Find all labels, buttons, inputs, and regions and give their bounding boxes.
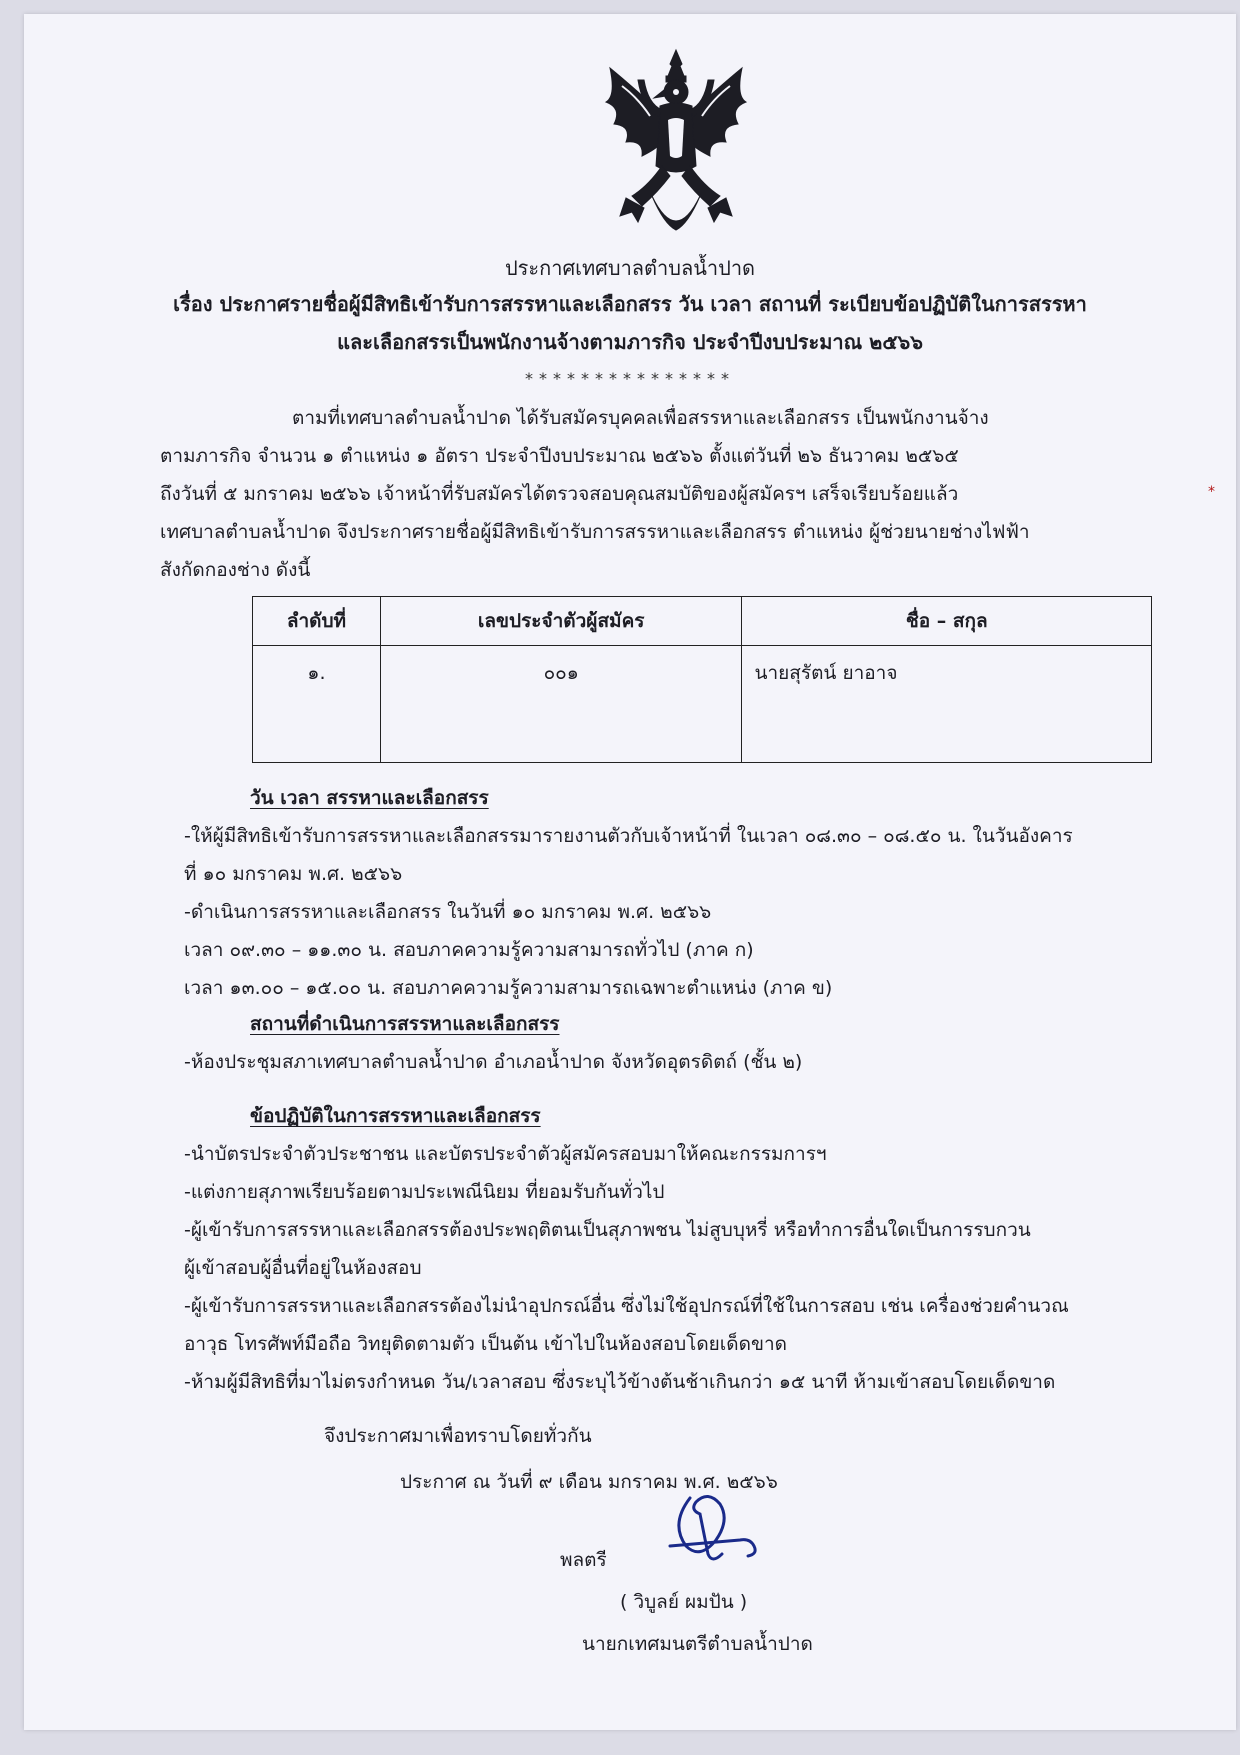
handwritten-signature: [660, 1484, 780, 1584]
rules-line-1: -นำบัตรประจำตัวประชาชน และบัตรประจำตัวผู้สมัครสอบมาให้คณะกรรมการฯ: [184, 1143, 827, 1165]
schedule-line-5: เวลา ๑๓.๐๐ – ๑๕.๐๐ น. สอบภาคความรู้ความสามารถเฉพาะตำแหน่ง (ภาค ข): [184, 977, 833, 999]
schedule-heading: วัน เวลา สรรหาและเลือกสรร: [250, 787, 489, 809]
signatory-rank: พลตรี: [560, 1549, 607, 1571]
cell-applicant-id: ๐๐๑: [380, 646, 742, 763]
venue-line: -ห้องประชุมสภาเทศบาลตำบลน้ำปาด อำเภอน้ำปาด จังหวัดอุตรดิตถ์ (ชั้น ๒): [184, 1051, 803, 1073]
rules-line-2: -แต่งกายสุภาพเรียบร้อยตามประเพณีนิยม ที่ยอมรับกันทั่วไป: [184, 1181, 665, 1203]
column-header-full-name: ชื่อ – สกุล: [742, 597, 1152, 646]
column-header-order: ลำดับที่: [253, 597, 381, 646]
cell-full-name: นายสุรัตน์ ยาอาจ: [742, 646, 1152, 763]
rules-line-4: ผู้เข้าสอบผู้อื่นที่อยู่ในห้องสอบ: [184, 1257, 422, 1279]
rules-line-3: -ผู้เข้ารับการสรรหาและเลือกสรรต้องประพฤติตนเป็นสุภาพชน ไม่สูบบุหรี่ หรือทำการอื่นใดเป็นการรบกวน: [184, 1219, 1031, 1241]
schedule-line-3: -ดำเนินการสรรหาและเลือกสรร ในวันที่ ๑๐ มกราคม พ.ศ. ๒๕๖๖: [184, 901, 712, 923]
closing-announce: จึงประกาศมาเพื่อทราบโดยทั่วกัน: [324, 1425, 592, 1447]
signatory-title: นายกเทศมนตรีตำบลน้ำปาด: [582, 1633, 813, 1655]
garuda-emblem-icon: [592, 46, 760, 248]
schedule-line-4: เวลา ๐๙.๓๐ – ๑๑.๓๐ น. สอบภาคความรู้ความสามารถทั่วไป (ภาค ก): [184, 939, 754, 961]
subject-line-2: และเลือกสรรเป็นพนักงานจ้างตามภารกิจ ประจำปีงบประมาณ ๒๕๖๖: [337, 330, 923, 354]
agency-heading: ประกาศเทศบาลตำบลน้ำปาด: [504, 256, 756, 280]
intro-line-4: เทศบาลตำบลน้ำปาด จึงประกาศรายชื่อผู้มีสิทธิเข้ารับการสรรหาและเลือกสรร ตำแหน่ง ผู้ช่วยนายช่างไฟฟ้า: [160, 521, 1030, 543]
schedule-line-2: ที่ ๑๐ มกราคม พ.ศ. ๒๕๖๖: [184, 863, 403, 885]
document-page: [24, 14, 1236, 1730]
table-header-row: [253, 597, 1152, 646]
intro-line-5: สังกัดกองช่าง ดังนี้: [160, 559, 311, 581]
schedule-line-1: -ให้ผู้มีสิทธิเข้ารับการสรรหาและเลือกสรรมารายงานตัวกับเจ้าหน้าที่ ในเวลา ๐๘.๓๐ – ๐๘.๕๐ น. ในวันอังคาร: [184, 825, 1073, 847]
table-row: [253, 646, 1152, 763]
intro-line-2: ตามภารกิจ จำนวน ๑ ตำแหน่ง ๑ อัตรา ประจำปีงบประมาณ ๒๕๖๖ ตั้งแต่วันที่ ๒๖ ธันวาคม ๒๕๖๕: [160, 445, 959, 467]
rules-line-7: -ห้ามผู้มีสิทธิที่มาไม่ตรงกำหนด วัน/เวลาสอบ ซึ่งระบุไว้ข้างต้นช้าเกินกว่า ๑๕ นาที ห้ามเข้าสอบโดยเด็ดขาด: [184, 1371, 1056, 1393]
closing-date: ประกาศ ณ วันที่ ๙ เดือน มกราคม พ.ศ. ๒๕๖๖: [400, 1471, 778, 1493]
venue-heading: สถานที่ดำเนินการสรรหาและเลือกสรร: [250, 1013, 560, 1035]
subject-line-1: เรื่อง ประกาศรายชื่อผู้มีสิทธิเข้ารับการสรรหาและเลือกสรร วัน เวลา สถานที่ ระเบียบข้อปฏิบัติในการสรรหา: [173, 292, 1087, 316]
signatory-name: ( วิบูลย์ ผมปัน ): [620, 1591, 748, 1613]
red-speck: *: [1208, 484, 1215, 500]
candidate-table: [252, 596, 1152, 763]
separator-stars: ***************: [525, 369, 735, 388]
rules-line-6: อาวุธ โทรศัพท์มือถือ วิทยุติดตามตัว เป็นต้น เข้าไปในห้องสอบโดยเด็ดขาด: [184, 1333, 787, 1355]
rules-heading: ข้อปฏิบัติในการสรรหาและเลือกสรร: [250, 1105, 541, 1127]
column-header-applicant-id: เลขประจำตัวผู้สมัคร: [380, 597, 742, 646]
cell-order: ๑.: [253, 646, 381, 763]
intro-line-1: ตามที่เทศบาลตำบลน้ำปาด ได้รับสมัครบุคคลเพื่อสรรหาและเลือกสรร เป็นพนักงานจ้าง: [292, 407, 989, 429]
rules-line-5: -ผู้เข้ารับการสรรหาและเลือกสรรต้องไม่นำอุปกรณ์อื่น ซึ่งไม่ใช้อุปกรณ์ที่ใช้ในการสอบ เช่น เครื่องช่วยคำนวณ: [184, 1295, 1069, 1317]
intro-line-3: ถึงวันที่ ๕ มกราคม ๒๕๖๖ เจ้าหน้าที่รับสมัครได้ตรวจสอบคุณสมบัติของผู้สมัครฯ เสร็จเรียบร้อยแล้ว: [160, 483, 959, 505]
